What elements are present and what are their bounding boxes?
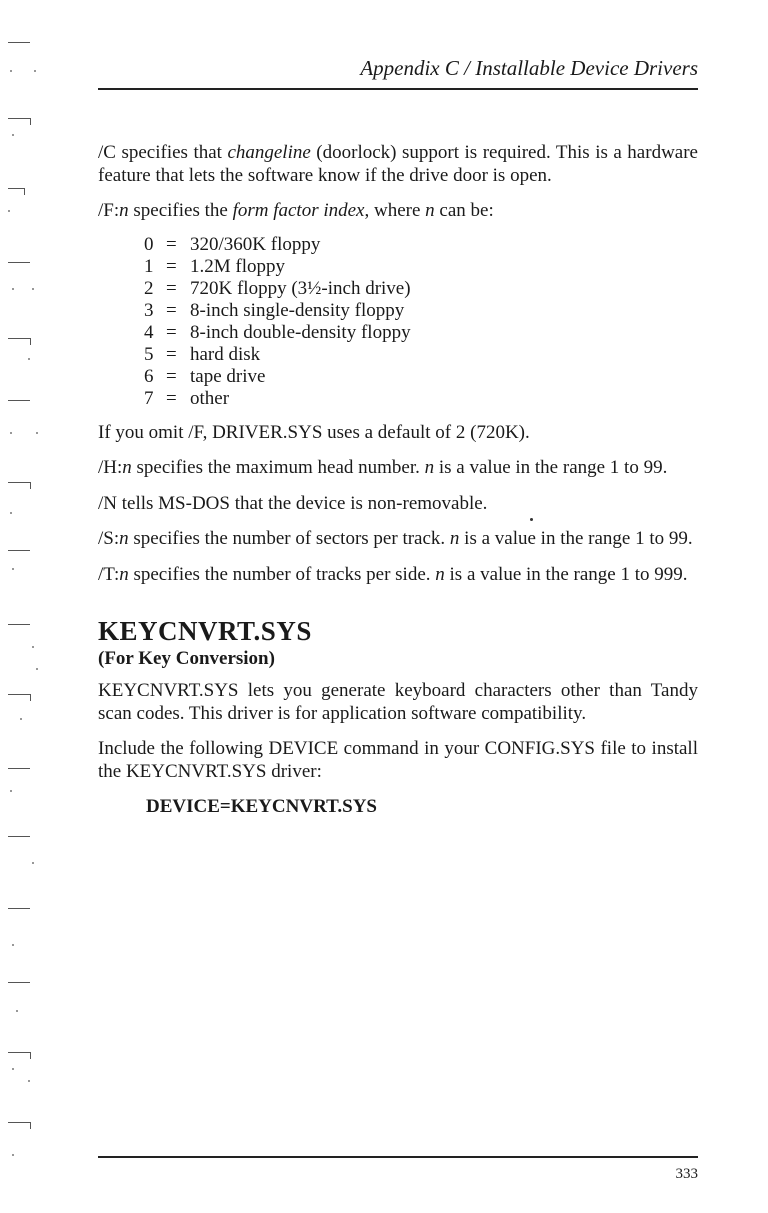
paragraph-h-option: /H:n specifies the maximum head number. n is a value in the range 1 to 99. — [98, 457, 668, 478]
list-item: 0 = 320/360K floppy — [144, 233, 321, 255]
page-body — [98, 142, 698, 819]
list-item: 3 = 8-inch single-density floppy — [144, 299, 405, 321]
footer-rule — [98, 1156, 698, 1158]
header-rule — [98, 88, 698, 90]
margin-scan-marks — [0, 0, 60, 1213]
paragraph-keycnvrt-include: Include the following DEVICE command in your CONFIG.SYS file to install the KEYCNVRT.SYS driver: — [98, 738, 698, 782]
section-subtitle: (For Key Conversion) — [98, 648, 275, 669]
paragraph-c-option: /C specifies that changeline (doorlock) support is required. This is a hardware feature that lets the software know if the drive door is open. — [98, 142, 698, 186]
paragraph-n-option: /N tells MS-DOS that the device is non-removable. — [98, 492, 488, 514]
form-factor-list — [144, 234, 698, 410]
list-item: 2 = 720K floppy (3½-inch drive) — [144, 277, 411, 299]
page-number: 333 — [675, 1166, 698, 1182]
list-item: 5 = hard disk — [144, 343, 261, 365]
paragraph-s-option: /S:n specifies the number of sectors per track. n is a value in the range 1 to 99. — [98, 528, 693, 549]
paragraph-t-option: /T:n specifies the number of tracks per side. n is a value in the range 1 to 999. — [98, 563, 688, 585]
paragraph-keycnvrt-intro: KEYCNVRT.SYS lets you generate keyboard characters other than Tandy scan codes. This driver is for application software compatibility. — [98, 680, 698, 724]
section-title: KEYCNVRT.SYS — [98, 616, 312, 646]
list-item: 1 = 1.2M floppy — [144, 255, 285, 277]
paragraph-omit-f: If you omit /F, DRIVER.SYS uses a default of 2 (720K). — [98, 421, 530, 443]
list-item: 7 = other — [144, 387, 230, 409]
paragraph-f-option: /F:n specifies the form factor index, where n can be: — [98, 200, 494, 221]
list-item: 6 = tape drive — [144, 365, 266, 387]
stray-dot — [530, 518, 533, 521]
running-header: Appendix C / Installable Device Drivers — [360, 56, 698, 80]
list-item: 4 = 8-inch double-density floppy — [144, 321, 411, 343]
device-command: DEVICE=KEYCNVRT.SYS — [146, 796, 377, 817]
